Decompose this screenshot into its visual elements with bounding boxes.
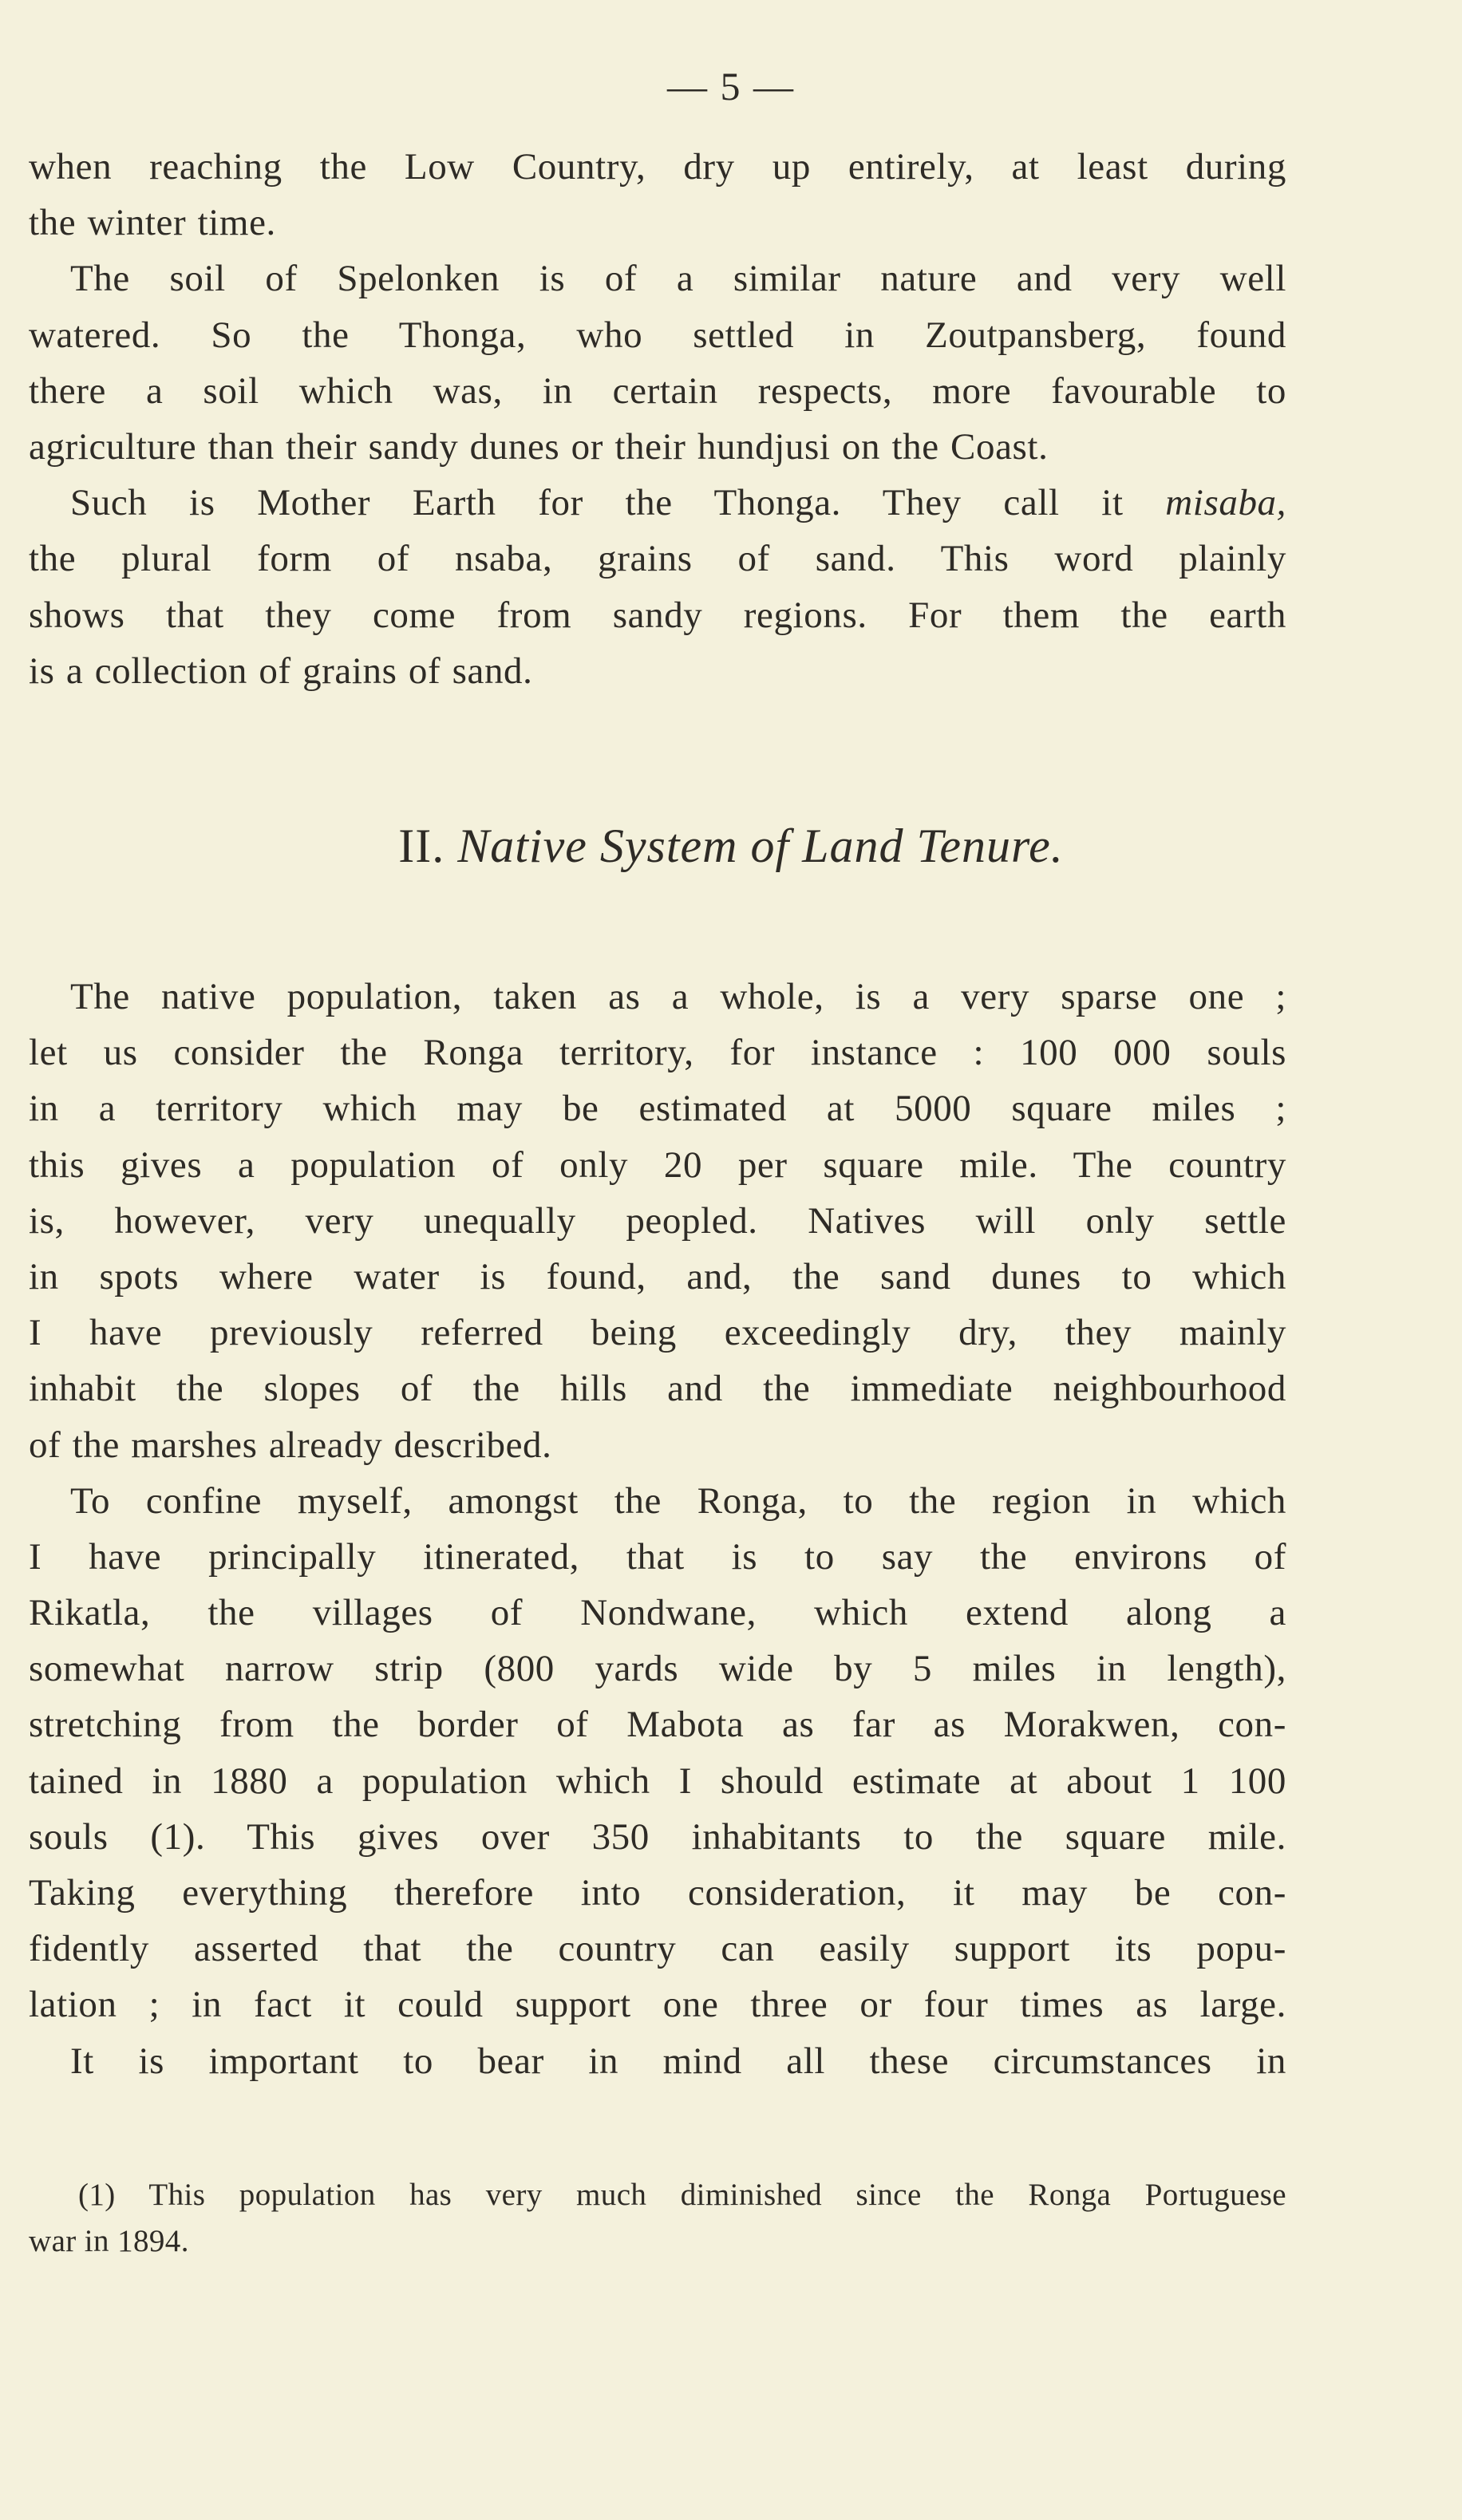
text-line: I have previously referred being exceedingly dry, they mainly xyxy=(29,1312,1286,1354)
italic-term: misaba, xyxy=(1165,482,1286,524)
text-line: fidently asserted that the country can easily support its popu- xyxy=(29,1928,1286,1970)
text-line: is, however, very unequally peopled. Natives will only settle xyxy=(29,1199,1286,1242)
footnote-line: (1) This population has very much diminished since the Ronga Portuguese xyxy=(78,2178,1286,2212)
body-text-bottom xyxy=(29,969,1286,2089)
text-line: when reaching the Low Country, dry up entirely, at least during xyxy=(29,146,1286,188)
section-number: II. xyxy=(398,820,445,872)
text-line: Taking everything therefore into consideration, it may be con- xyxy=(29,1872,1286,1914)
section-heading xyxy=(0,814,1462,878)
text-line: To confine myself, amongst the Ronga, to the region in which xyxy=(70,1479,1286,1522)
footnote-line: war in 1894. xyxy=(29,2224,189,2258)
text-line: somewhat narrow strip (800 yards wide by 5 miles in length), xyxy=(29,1648,1286,1690)
text-line: It is important to bear in mind all these circumstances in xyxy=(70,2040,1286,2082)
text-line: shows that they come from sandy regions. For them the earth xyxy=(29,594,1286,636)
text-line: stretching from the border of Mabota as far as Morakwen, con- xyxy=(29,1704,1286,1746)
text-line-with-italic xyxy=(29,475,1286,531)
text-line: souls (1). This gives over 350 inhabitants to the square mile. xyxy=(29,1815,1286,1858)
text-line: The soil of Spelonken is of a similar nature and very well xyxy=(70,258,1286,300)
text-line: The native population, taken as a whole, is a very sparse one ; xyxy=(70,976,1286,1017)
text-line: the plural form of nsaba, grains of sand. This word plainly xyxy=(29,538,1286,580)
text-line: this gives a population of only 20 per square mile. The country xyxy=(29,1143,1286,1186)
text-line: I have principally itinerated, that is to say the environs of xyxy=(29,1535,1286,1578)
text-line: in spots where water is found, and, the sand dunes to which xyxy=(29,1255,1286,1298)
text-fragment: Such is Mother Earth for the Thonga. They call it xyxy=(70,482,1166,524)
text-line: agriculture than their sandy dunes or their hundjusi on the Coast. xyxy=(29,425,1049,468)
body-text-top xyxy=(29,139,1286,699)
section-title: Native System of Land Tenure. xyxy=(457,820,1064,872)
text-line: lation ; in fact it could support one three or four times as large. xyxy=(29,1984,1286,2026)
text-line: the winter time. xyxy=(29,202,276,244)
text-line: let us consider the Ronga territory, for instance : 100 000 souls xyxy=(29,1032,1286,1074)
text-line: inhabit the slopes of the hills and the immediate neighbourhood xyxy=(29,1368,1286,1410)
text-line: in a territory which may be estimated at 5000 square miles ; xyxy=(29,1088,1286,1130)
text-line: tained in 1880 a population which I should estimate at about 1 100 xyxy=(29,1760,1286,1802)
page-number: — 5 — xyxy=(667,64,795,109)
text-line: Rikatla, the villages of Nondwane, which extend along a xyxy=(29,1592,1286,1634)
footnote xyxy=(29,2172,1286,2265)
text-line: watered. So the Thonga, who settled in Zoutpansberg, found xyxy=(29,314,1286,356)
text-line: is a collection of grains of sand. xyxy=(29,650,533,692)
text-line: there a soil which was, in certain respects, more favourable to xyxy=(29,369,1286,412)
text-line: of the marshes already described. xyxy=(29,1424,552,1466)
